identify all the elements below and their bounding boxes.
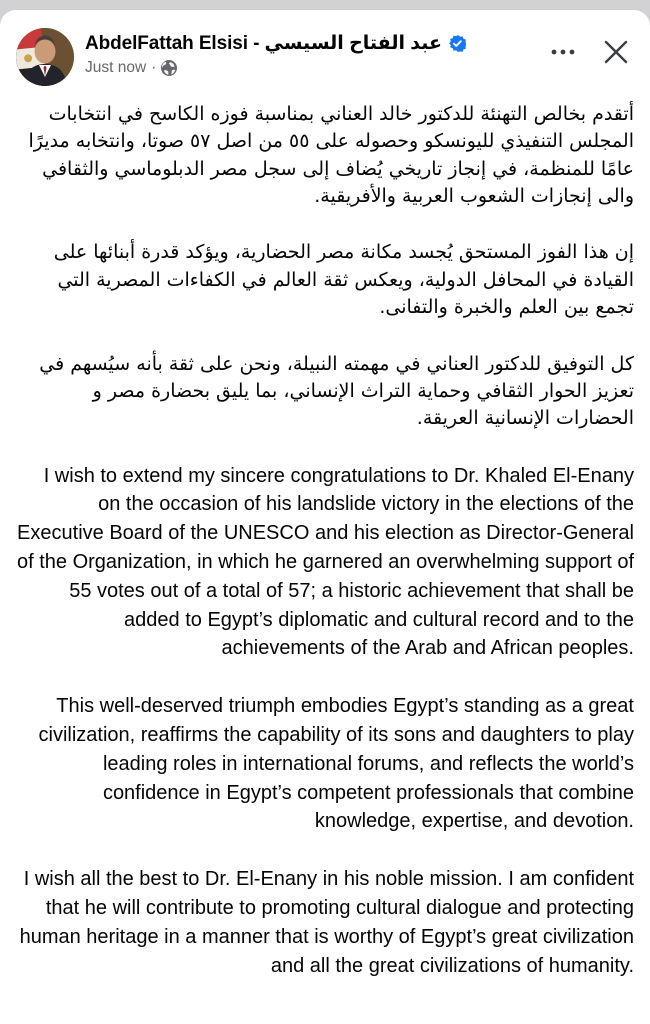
globe-privacy-icon xyxy=(161,60,177,76)
post-paragraph-english-1: I wish to extend my sincere congratulations to Dr. Khaled El-Enany on the occasion of his landslide victory in the elections of the Executive Board of the UNESCO and his election as Director-General of the Organization, in which he garnered an overwhelming support of 55 votes out of a total of 57; a historic achievement that shall be added to Egypt’s diplomatic and cultural record and to the achievements of the Arab and African peoples. xyxy=(16,464,634,660)
top-strip xyxy=(0,0,650,10)
post-body xyxy=(16,101,634,980)
avatar[interactable] xyxy=(16,28,74,86)
post-paragraph-arabic-1: أتقدم بخالص التهنئة للدكتور خالد العناني بمناسبة فوزه الكاسح في انتخابات المجلس التنفيذي لليونسكو وحصوله على ٥٥ من اصل ٥٧ صوتا، وانتخابه مديرًا عامًا للمنظمة، في إنجاز تاريخي يُضاف إلى سجل مصر الدبلوماسي والثقافي والى إنجازات الشعوب العربية والأفريقية. xyxy=(28,103,634,208)
post-header xyxy=(16,28,634,86)
more-options-icon xyxy=(550,48,576,56)
meta-separator: · xyxy=(151,59,157,76)
close-button[interactable] xyxy=(602,38,630,66)
header-actions xyxy=(550,28,634,66)
author-name[interactable]: AbdelFattah Elsisi - عبد الفتاح السيسي xyxy=(85,33,442,54)
header-text xyxy=(85,28,539,77)
post-card xyxy=(0,10,650,1024)
timestamp[interactable]: Just now xyxy=(85,59,147,76)
post-paragraph-arabic-2: إن هذا الفوز المستحق يُجسد مكانة مصر الحضارية، ويؤكد قدرة أبنائها على القيادة في المحافل الدولية، ويعكس ثقة العالم في الكفاءات المصرية التي تجمع بين العلم والخبرة والتفانى. xyxy=(53,241,634,319)
avatar-image xyxy=(16,28,74,86)
post-paragraph-english-3: I wish all the best to Dr. El-Enany in his noble mission. I am confident that he will contribute to promoting cultural dialogue and protecting human heritage in a manner that is worthy of Egypt’s great civilization and all the great civilizations of humanity. xyxy=(19,868,634,977)
close-icon xyxy=(602,38,630,66)
post-paragraph-arabic-3: كل التوفيق للدكتور العناني في مهمته النبيلة، ونحن على ثقة بأنه سيُسهم في تعزيز الحوار الثقافي وحماية التراث الإنساني، بما يليق بحضارة مصر و الحضارات الإنسانية العريقة. xyxy=(39,352,634,430)
post-meta xyxy=(85,59,539,77)
name-row xyxy=(85,32,539,55)
verified-badge-icon xyxy=(449,35,466,52)
post-paragraph-english-2: This well-deserved triumph embodies Egypt’s standing as a great civilization, reaffirms the capability of its sons and daughters to play leading roles in international forums, and reflects the world’s confidence in Egypt’s competent professionals that combine knowledge, expertise, and devotion. xyxy=(38,695,634,833)
more-options-button[interactable] xyxy=(550,48,576,56)
